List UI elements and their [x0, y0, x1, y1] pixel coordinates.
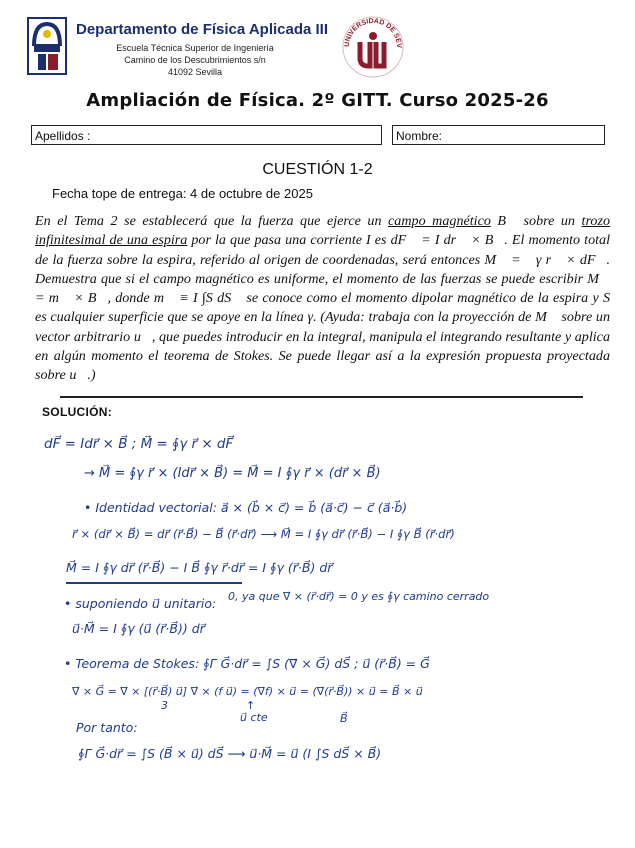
surname-field[interactable] [31, 125, 382, 145]
solution-label: SOLUCIÓN: [42, 405, 113, 419]
department-logo-icon [26, 16, 68, 76]
surname-label: Apellidos : [35, 129, 91, 143]
solution-line: dF⃗ = Idr⃗ × B⃗ ; M⃗ = ∮γ r⃗ × dF⃗ [44, 436, 234, 452]
arrow-mark: ↑ [246, 699, 256, 712]
question-title: CUESTIÓN 1-2 [262, 161, 373, 178]
solution-line: r⃗ × (dr⃗ × B⃗) = dr⃗ (r⃗·B⃗) − B⃗ (r⃗·dr⃗) ⟶ M⃗ = I ∮γ dr⃗ (r⃗·B⃗) − I ∮γ B⃗ (r⃗·dr⃗) [72, 527, 455, 541]
statement-part: por la que pasa una corriente I es dF⃗ = I dr⃗ × B⃗. El momento total de la fuerza sobre la espira, referido al origen de coordenadas, será entonces M⃗ = ∮γ r⃗ × dF⃗. Demuestra que si el campo magnético es uniforme, el momento de las fuerzas se puede escribir M⃗ = m⃗ × B⃗, donde m⃗ ≡ I ∫S dS⃗ se conoce como el momento dipolar magnético de la espira y S es cualquier superficie que se apoye en la línea γ. (Ayuda: trabaja con la proyección de M⃗ sobre un vector arbitrario u⃗, que puedes introducir en la integral, manipula el integrando resultante y aplica en algún momento el teorema de Stokes. Se puede llegar así a la expresión propuesta proyectada sobre u⃗.) [35, 232, 611, 384]
solution-line: M⃗ = I ∮γ dr⃗ (r⃗·B⃗) − I B⃗ ∮γ r⃗·dr⃗ = I ∮γ (r⃗·B⃗) dr⃗ [66, 560, 333, 575]
course-title: Ampliación de Física. 2º GITT. Curso 2025-26 [86, 90, 549, 111]
name-label: Nombre: [396, 129, 443, 143]
school-name: Escuela Técnica Superior de Ingeniería [116, 43, 274, 53]
solution-note: u⃗ cte [240, 711, 268, 724]
statement-part: En el Tema 2 se establecerá que la fuerza que ejerce un [35, 213, 389, 229]
statement-part: B⃗ sobre un [490, 213, 582, 229]
solution-line: • suponiendo u⃗ unitario: [64, 596, 217, 611]
street-address: Camino de los Descubrimientos s/n [124, 55, 266, 65]
deadline-text: Fecha tope de entrega: 4 de octubre de 2025 [52, 186, 313, 201]
step-mark: 3 [161, 699, 168, 712]
solution-line: 0, ya que ∇⃗ × (r⃗·dr⃗) = 0 y es ∮γ camino cerrado [228, 590, 490, 603]
solution-line: Por tanto: [76, 720, 138, 735]
underline-stroke [66, 582, 242, 584]
seal-text: UNIVERSIDAD DE SEV [343, 17, 403, 49]
question-statement [35, 212, 610, 386]
bracket-label: B⃗ [340, 712, 348, 725]
solution-line: ∇⃗ × G⃗ = ∇⃗ × [(r⃗·B⃗) u⃗] ∇⃗ × (f u⃗) = (∇⃗f) × u⃗ = (∇⃗(r⃗·B⃗)) × u⃗ = B⃗ × u⃗ [72, 685, 423, 698]
section-divider [60, 396, 583, 398]
solution-line: • Teorema de Stokes: ∮Γ G⃗·dr⃗ = ∫S (∇⃗ × G⃗) dS⃗ ; u⃗ (r⃗·B⃗) = G⃗ [64, 656, 430, 671]
university-seal-icon [340, 14, 406, 80]
solution-line: ∮Γ G⃗·dr⃗ = ∫S (B⃗ × u⃗) dS⃗ ⟶ u⃗·M⃗ = u⃗ (I ∫S dS⃗ × B⃗) [78, 746, 382, 761]
statement-underlined: campo magnético [388, 213, 491, 229]
department-name: Departamento de Física Aplicada III [76, 21, 329, 38]
solution-line: • Identidad vectorial: a⃗ × (b⃗ × c⃗) = b⃗ (a⃗·c⃗) − c⃗ (a⃗·b⃗) [84, 500, 408, 515]
statement-underlined: trozo infinitesimal de una espira [35, 213, 610, 249]
city-address: 41092 Sevilla [167, 67, 223, 77]
solution-line: → M⃗ = ∮γ r⃗ × (Idr⃗ × B⃗) = M⃗ = I ∮γ r⃗ × (dr⃗ × B⃗) [84, 466, 381, 481]
name-field[interactable] [392, 125, 605, 145]
solution-line: u⃗·M⃗ = I ∮γ (u⃗ (r⃗·B⃗)) dr⃗ [72, 621, 205, 636]
